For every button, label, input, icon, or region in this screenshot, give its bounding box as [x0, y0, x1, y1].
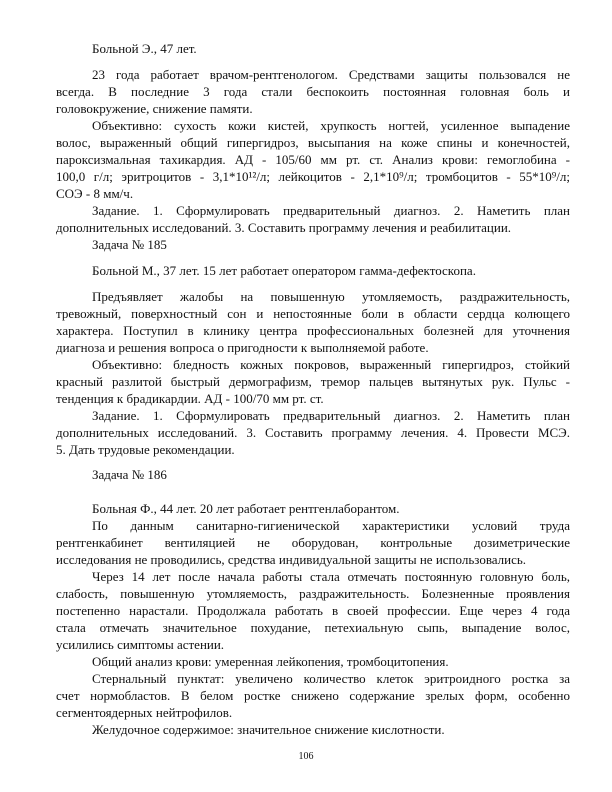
- text-line: стала отмечать значительное похудание, петехиальную сыпь, выпадение волос,: [56, 620, 570, 635]
- text-line: постепенно нарастали. Продолжала работать в своей профессии. Еще через 4 года: [56, 603, 570, 618]
- text-line: Больная Ф., 44 лет. 20 лет работает рентгенлаборантом.: [92, 501, 400, 516]
- text-line: исследования не проводились, средства индивидуальной защиты не использовались.: [56, 552, 527, 567]
- text-line: головокружение, снижение памяти.: [56, 101, 253, 116]
- section-heading: Задача № 185: [92, 237, 167, 252]
- text-line: усилились симптомы астении.: [56, 637, 225, 652]
- text-line: тенденция к брадикардии. АД - 100/70 мм рт. ст.: [56, 391, 324, 406]
- text-line: Задание. 1. Сформулировать предварительный диагноз. 2. Наметить план: [92, 408, 570, 423]
- text-line: Больной М., 37 лет. 15 лет работает оператором гамма-дефектоскопа.: [92, 263, 476, 278]
- text-line: сегментоядерных нейтрофилов.: [56, 705, 233, 720]
- text-line: волос, выраженный общий гипергидроз, высыпания на коже спины и конечностей,: [56, 135, 570, 150]
- text-line: 23 года работает врачом-рентгенологом. Средствами защиты пользовался не: [92, 67, 570, 82]
- text-line: Задание. 1. Сформулировать предварительный диагноз. 2. Наметить план: [92, 203, 570, 218]
- text-line: Объективно: сухость кожи кистей, хрупкость ногтей, усиленное выпадение: [92, 118, 570, 133]
- text-line: Стернальный пунктат: увеличено количество клеток эритроидного ростка за: [92, 671, 570, 686]
- text-line: счет нормобластов. В белом ростке снижено содержание зрелых форм, особенно: [56, 688, 570, 703]
- text-line: Объективно: бледность кожных покровов, выраженный гипергидроз, стойкий: [92, 357, 570, 372]
- text-line: пароксизмальная тахикардия. АД - 105/60 мм рт. ст. Анализ крови: гемоглобина -: [56, 152, 570, 167]
- text-line: Общий анализ крови: умеренная лейкопения, тромбоцитопения.: [92, 654, 449, 669]
- text-line: диагноза и решения вопроса о пригодности к выполняемой работе.: [56, 340, 429, 355]
- text-line: красный разлитой быстрый дермографизм, тремор пальцев вытянутых рук. Пульс -: [56, 374, 570, 389]
- text-line: 100,0 г/л; эритроцитов - 3,1*10¹²/л; лейкоцитов - 2,1*10⁹/л; тромбоцитов - 55*10⁹/л;: [56, 169, 570, 184]
- text-line: дополнительных исследований. 3. Составить программу лечения и реабилитации.: [56, 220, 512, 235]
- text-line: дополнительных исследований. 3. Составить программу лечения. 4. Провести МСЭ.: [56, 425, 570, 440]
- text-line: По данным санитарно-гигиенической характеристики условий труда: [92, 518, 570, 533]
- section-heading: Задача № 186: [92, 467, 167, 482]
- text-line: 5. Дать трудовые рекомендации.: [56, 442, 235, 457]
- text-line: Желудочное содержимое: значительное снижение кислотности.: [92, 722, 445, 737]
- text-line: слабость, повышенную утомляемость, раздражительность. Болезненные проявления: [56, 586, 570, 601]
- text-line: Предъявляет жалобы на повышенную утомляемость, раздражительность,: [92, 289, 570, 304]
- text-line: Больной Э., 47 лет.: [92, 41, 197, 56]
- text-line: всегда. В последние 3 года стали беспокоить постоянная головная боль и: [56, 84, 570, 99]
- text-line: Через 14 лет после начала работы стала отмечать постоянную головную боль,: [92, 569, 570, 584]
- page-number: 106: [298, 751, 314, 762]
- text-line: СОЭ - 8 мм/ч.: [56, 186, 134, 201]
- text-line: рентгенкабинет вентиляцией не оборудован, контрольные дозиметрические: [56, 535, 570, 550]
- text-line: тревожный, поверхностный сон и непостоянные боли в области сердца колющего: [56, 306, 570, 321]
- text-line: характера. Поступил в клинику центра профессиональных болезней для уточнения: [56, 323, 570, 338]
